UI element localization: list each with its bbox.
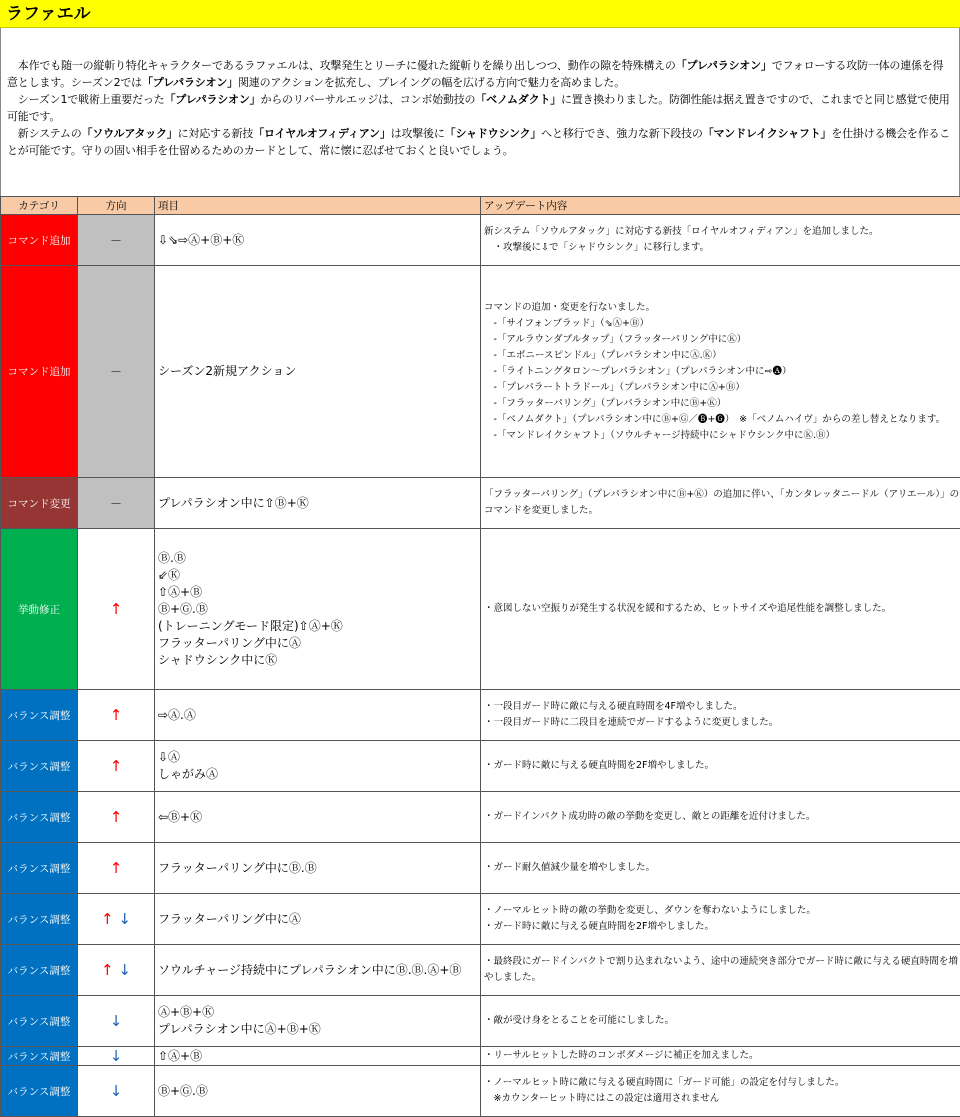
content-cell xyxy=(481,1066,960,1117)
table-row xyxy=(1,690,960,741)
intro-text xyxy=(0,28,960,196)
content-cell xyxy=(481,741,960,792)
item-line: ⇙Ⓚ xyxy=(158,567,181,582)
intro-segment: でフォローする攻防一体の連係を得意とします。シーズン2では xyxy=(7,59,944,89)
dash-mark: － xyxy=(109,365,122,379)
direction-cell xyxy=(78,741,155,792)
content-line: ・攻撃後に⇩で「シャドウシンク」に移行します。 xyxy=(484,242,710,253)
content-cell xyxy=(481,215,960,266)
update-table xyxy=(0,196,960,1117)
content-line: ・ガード時に敵に与える硬直時間を2F増やしました。 xyxy=(484,921,715,932)
item-cell xyxy=(155,792,481,843)
item-line: プレパラシオン中にⒶ+Ⓑ+Ⓚ xyxy=(158,1022,321,1036)
item-line: Ⓐ+Ⓑ+Ⓚ xyxy=(158,1005,215,1019)
table-header-row xyxy=(1,197,960,215)
content-line: -「プレパラートトラドール」（プレパラシオン中にⒶ+Ⓑ） xyxy=(484,381,745,393)
table-row xyxy=(1,996,960,1047)
table-row xyxy=(1,1047,960,1066)
item-cell xyxy=(155,894,481,945)
content-line: -「ベノムダクト」（プレパラシオン中にⒷ+Ⓖ／🅑+🅖） ※「ベノムハイヴ」からの差し替えとなります。 xyxy=(484,413,946,425)
item-line: フラッターパリング中にⒷ.Ⓑ xyxy=(158,860,317,875)
up-arrow-icon: ↑ xyxy=(109,808,123,826)
content-line: -「サイフォンブラッド」（⇘Ⓐ+Ⓑ） xyxy=(484,317,649,329)
category-cell: バランス調整 xyxy=(1,945,78,996)
content-line: ・敵が受け身をとることを可能にしました。 xyxy=(484,1015,675,1026)
direction-cell xyxy=(78,894,155,945)
item-cell xyxy=(155,1047,481,1066)
header-content: アップデート内容 xyxy=(481,197,960,215)
item-line: ⇩Ⓐ xyxy=(158,750,181,764)
table-row xyxy=(1,945,960,996)
up-arrow-icon: ↑ xyxy=(109,859,123,877)
item-cell xyxy=(155,690,481,741)
intro-paragraph xyxy=(7,91,951,125)
intro-keyword: 「ロイヤルオフィディアン」 xyxy=(253,127,391,140)
category-cell: バランス調整 xyxy=(1,792,78,843)
direction-cell xyxy=(78,478,155,529)
intro-segment: を仕掛ける機会を作ることが可能です。守りの固い相手を仕留めるためのカードとして、常に懐に忍ばせておくと良いでしょう。 xyxy=(7,127,951,157)
category-cell: バランス調整 xyxy=(1,1066,78,1117)
table-row xyxy=(1,478,960,529)
content-cell xyxy=(481,1047,960,1066)
dash-mark: － xyxy=(109,233,122,248)
item-cell xyxy=(155,741,481,792)
category-cell: コマンド変更 xyxy=(1,478,78,529)
item-cell xyxy=(155,1066,481,1117)
item-line: (トレーニングモード限定)⇧Ⓐ+Ⓚ xyxy=(158,618,343,633)
direction-cell xyxy=(78,1047,155,1066)
up-arrow-icon: ↑ xyxy=(109,757,123,775)
intro-keyword: 「シャドウシンク」 xyxy=(444,127,542,140)
item-line: ⇨Ⓐ.Ⓐ xyxy=(158,707,196,722)
direction-cell xyxy=(78,690,155,741)
content-cell xyxy=(481,945,960,996)
item-cell xyxy=(155,478,481,529)
item-line: フラッターパリング中にⒶ xyxy=(158,635,301,650)
content-line: 新システム「ソウルアタック」に対応する新技「ロイヤルオフィディアン」を追加しました。 xyxy=(484,226,879,237)
down-arrow-icon: ↓ xyxy=(113,910,131,928)
table-row xyxy=(1,843,960,894)
up-arrow-icon: ↑ xyxy=(109,600,123,618)
table-row xyxy=(1,894,960,945)
table-row xyxy=(1,1066,960,1117)
item-line: シャドウシンク中にⓀ xyxy=(158,652,278,667)
intro-keyword: 「マンドレイクシャフト」 xyxy=(702,127,832,140)
content-line: ・ガード耐久値減少量を増やしました。 xyxy=(484,862,656,873)
intro-keyword: 「ベノムダクト」 xyxy=(475,93,561,106)
category-cell: バランス調整 xyxy=(1,843,78,894)
content-cell xyxy=(481,690,960,741)
content-line: ・ガード時に敵に与える硬直時間を2F増やしました。 xyxy=(484,760,715,771)
content-cell xyxy=(481,792,960,843)
table-row xyxy=(1,215,960,266)
direction-cell xyxy=(78,792,155,843)
intro-segment: に置き換わりました。防御性能は据え置きですので、これまでと同じ感覚で使用可能です。 xyxy=(7,93,950,123)
item-line: プレパラシオン中に⇧Ⓑ+Ⓚ xyxy=(158,495,309,510)
item-cell xyxy=(155,215,481,266)
intro-paragraph xyxy=(7,57,951,91)
content-line: ・一段目ガード時に敵に与える硬直時間を4F増やしました。 xyxy=(484,701,743,712)
content-cell xyxy=(481,529,960,690)
down-arrow-icon: ↓ xyxy=(113,961,131,979)
content-line: コマンドの追加・変更を行ないました。 xyxy=(484,301,656,313)
content-line: ※カウンターヒット時にはこの設定は適用されません xyxy=(484,1093,720,1104)
direction-cell xyxy=(78,266,155,478)
content-line: -「マンドレイクシャフト」（ソウルチャージ持続中にシャドウシンク中にⓀ.Ⓑ） xyxy=(484,429,835,441)
category-cell: コマンド追加 xyxy=(1,266,78,478)
item-line: しゃがみⒶ xyxy=(158,767,219,781)
content-line: ・最終段にガードインパクトで割り込まれないよう、途中の連続突き部分でガード時に敵に与える硬直時間を増やしました。 xyxy=(484,956,958,983)
item-line: ⇩⇘⇨Ⓐ+Ⓑ+Ⓚ xyxy=(158,232,245,247)
dash-mark: － xyxy=(109,496,122,511)
content-cell xyxy=(481,996,960,1047)
intro-segment: に対応する新技 xyxy=(177,127,254,140)
category-cell: バランス調整 xyxy=(1,894,78,945)
intro-keyword: 「ソウルアタック」 xyxy=(81,127,178,140)
direction-cell xyxy=(78,996,155,1047)
category-cell: コマンド追加 xyxy=(1,215,78,266)
table-row xyxy=(1,266,960,478)
item-cell xyxy=(155,266,481,478)
intro-segment: へと移行でき、強力な新下段技の xyxy=(541,127,703,140)
direction-cell xyxy=(78,843,155,894)
header-direction: 方向 xyxy=(78,197,155,215)
content-cell xyxy=(481,478,960,529)
up-arrow-icon: ↑ xyxy=(101,961,114,979)
header-item: 項目 xyxy=(155,197,481,215)
content-line: -「エボニースピンドル」（プレパラシオン中にⒶ.Ⓚ） xyxy=(484,349,722,361)
category-cell: 挙動修正 xyxy=(1,529,78,690)
intro-segment: 新システムの xyxy=(7,127,82,140)
intro-paragraph xyxy=(7,125,951,159)
item-cell xyxy=(155,945,481,996)
item-cell xyxy=(155,529,481,690)
content-line: ・ノーマルヒット時の敵の挙動を変更し、ダウンを奪わないようにしました。 xyxy=(484,905,816,916)
intro-segment: 本作でも随一の縦斬り特化キャラクターであるラファエルは、攻撃発生とリーチに優れた縦斬りを繰り出しつつ、動作の隙を特殊構えの xyxy=(7,59,676,72)
direction-cell xyxy=(78,1066,155,1117)
content-cell xyxy=(481,266,960,478)
content-line: -「フラッターパリング」（プレパラシオン中にⒷ+Ⓚ） xyxy=(484,397,727,409)
item-line: Ⓑ+Ⓖ.Ⓑ xyxy=(158,1083,208,1098)
intro-segment: シーズン1で戦術上重要だった xyxy=(7,93,165,106)
intro-segment: は攻撃後に xyxy=(390,127,445,140)
intro-keyword: 「プレパラシオン」 xyxy=(141,76,238,89)
content-line: ・意図しない空振りが発生する状況を緩和するため、ヒットサイズや追尾性能を調整しました。 xyxy=(484,603,892,614)
category-cell: バランス調整 xyxy=(1,741,78,792)
intro-keyword: 「プレパラシオン」 xyxy=(164,93,261,106)
item-cell xyxy=(155,996,481,1047)
intro-keyword: 「プレパラシオン」 xyxy=(675,59,772,72)
down-arrow-icon: ↓ xyxy=(109,1047,123,1065)
table-row xyxy=(1,792,960,843)
content-line: 「フラッターパリング」（プレパラシオン中にⒷ+Ⓚ）の追加に伴い、「カンタレッタニードル（アリエール）」のコマンドを変更しました。 xyxy=(484,489,960,516)
down-arrow-icon: ↓ xyxy=(109,1082,123,1100)
intro-segment: 関連のアクションを拡充し、プレイングの幅を広げる方向で魅力を高めました。 xyxy=(237,76,626,89)
up-arrow-icon: ↑ xyxy=(109,706,123,724)
content-line: ・ガードインパクト成功時の敵の挙動を変更し、敵との距離を近付けました。 xyxy=(484,811,816,822)
header-category: カテゴリ xyxy=(1,197,78,215)
direction-cell xyxy=(78,945,155,996)
table-row xyxy=(1,741,960,792)
item-line: ⇦Ⓑ+Ⓚ xyxy=(158,809,203,824)
intro-segment: からのリバーサルエッジは、コンボ始動技の xyxy=(260,93,476,106)
category-cell: バランス調整 xyxy=(1,690,78,741)
item-line: Ⓑ+Ⓖ.Ⓑ xyxy=(158,601,208,616)
category-cell: バランス調整 xyxy=(1,996,78,1047)
direction-cell xyxy=(78,529,155,690)
item-line: ⇧Ⓐ+Ⓑ xyxy=(158,1048,203,1063)
category-cell: バランス調整 xyxy=(1,1047,78,1066)
content-line: ・ノーマルヒット時に敵に与える硬直時間に「ガード可能」の設定を付与しました。 xyxy=(484,1077,845,1088)
item-line: フラッターパリング中にⒶ xyxy=(158,911,301,926)
table-row xyxy=(1,529,960,690)
page-title: ラファエル xyxy=(0,0,960,28)
item-line: ソウルチャージ持続中にプレパラシオン中にⒷ.Ⓑ.Ⓐ+Ⓑ xyxy=(158,962,462,977)
item-line: Ⓑ.Ⓑ xyxy=(158,550,186,565)
content-line: -「ライトニングタロン～プレパラシオン」（プレパラシオン中に⇨🅐） xyxy=(484,365,792,377)
content-line: ・一段目ガード時に二段目を連続でガードするように変更しました。 xyxy=(484,717,779,728)
item-line: シーズン2新規アクション xyxy=(158,364,297,378)
item-cell xyxy=(155,843,481,894)
direction-cell xyxy=(78,215,155,266)
item-line: ⇧Ⓐ+Ⓑ xyxy=(158,584,203,599)
up-arrow-icon: ↑ xyxy=(101,910,114,928)
content-cell xyxy=(481,843,960,894)
content-line: ・リーサルヒットした時のコンボダメージに補正を加えました。 xyxy=(484,1050,759,1061)
down-arrow-icon: ↓ xyxy=(109,1012,123,1030)
content-line: -「アルラウンダブルタップ」（フラッターパリング中にⓀ） xyxy=(484,333,747,345)
content-cell xyxy=(481,894,960,945)
